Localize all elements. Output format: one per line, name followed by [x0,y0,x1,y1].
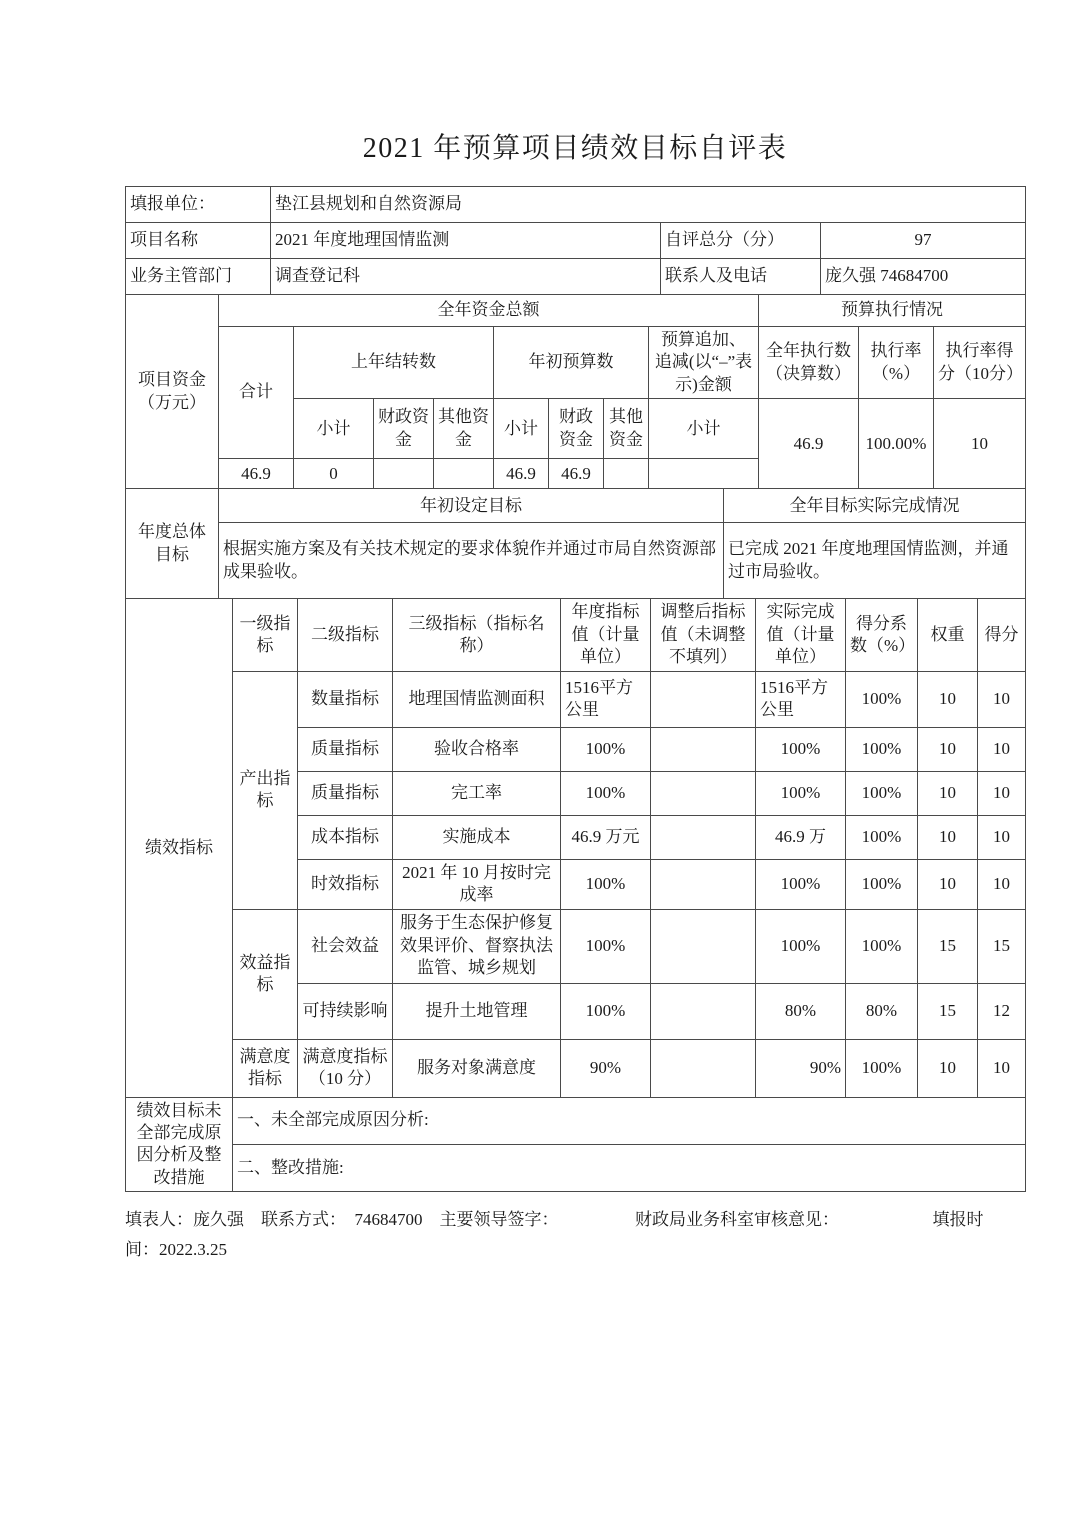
carryover-subtotal-label: 小计 [294,399,374,459]
project-name-value: 2021 年度地理国情监测 [271,223,661,259]
score-coefficient: 80% [846,983,918,1039]
actual-value: 100% [756,727,846,771]
header-adjusted-value: 调整后指标值（未调整不填列） [651,599,756,671]
performance-indicators-label: 绩效指标 [126,599,233,1097]
basic-info-table [125,186,1026,295]
annual-value: 100% [561,909,651,983]
header-score: 得分 [978,599,1026,671]
adjusted-value [651,727,756,771]
weight-value: 10 [918,771,978,815]
actual-value: 100% [756,859,846,909]
score-coefficient: 100% [846,815,918,859]
annual-value: 100% [561,727,651,771]
level1-satisfaction-indicator: 满意度指标 [233,1039,298,1097]
footer-line-1: 填表人：庞久强 联系方式： 74684700 主要领导签字： 财政局业务科室审核意见： 填报时 [125,1210,984,1230]
annual-value: 100% [561,771,651,815]
carryover-fiscal-label: 财政资金 [374,399,434,459]
self-score-label: 自评总分（分） [661,223,821,259]
document-title: 2021 年预算项目绩效目标自评表 [362,133,788,164]
dept-label: 业务主管部门 [126,259,271,295]
level3-indicator: 地理国情监测面积 [393,671,561,727]
weight-value: 15 [918,909,978,983]
level2-indicator: 质量指标 [298,771,393,815]
initial-fiscal-value: 46.9 [549,459,604,489]
performance-indicators-table [125,598,1026,1097]
header-level3-indicator: 三级指标（指标名称） [393,599,561,671]
reasons-label: 绩效目标未全部完成原因分析及整改措施 [126,1097,233,1192]
level3-indicator: 实施成本 [393,815,561,859]
contact-value: 庞久强 74684700 [821,259,1026,295]
header-annual-value: 年度指标值（计量单位） [561,599,651,671]
annual-value: 100% [561,983,651,1039]
indicator-row [126,909,1026,983]
self-score-value: 97 [821,223,1026,259]
annual-value: 90% [561,1039,651,1097]
actual-value: 90% [756,1039,846,1097]
exec-score-value: 10 [934,399,1026,489]
level2-indicator: 数量指标 [298,671,393,727]
level2-indicator: 满意度指标（10 分） [298,1039,393,1097]
contact-label: 联系人及电话 [661,259,821,295]
header-score-coefficient: 得分系数（%） [846,599,918,671]
weight-value: 15 [918,983,978,1039]
project-funds-table [125,294,1026,489]
annual-total-header: 全年资金总额 [219,295,759,327]
level2-indicator: 可持续影响 [298,983,393,1039]
indicator-row [126,1039,1026,1097]
indicator-row [126,671,1026,727]
level3-indicator: 完工率 [393,771,561,815]
score-value: 10 [978,1039,1026,1097]
project-funds-label: 项目资金（万元） [126,295,219,489]
exec-score-header: 执行率得分（10分） [934,327,1026,399]
weight-value: 10 [918,1039,978,1097]
actual-value: 80% [756,983,846,1039]
actual-goal-header: 全年目标实际完成情况 [724,489,1026,523]
level2-indicator: 成本指标 [298,815,393,859]
annual-goal-label: 年度总体目标 [126,489,219,599]
weight-value: 10 [918,815,978,859]
actual-value: 1516平方公里 [756,671,846,727]
level3-indicator: 服务于生态保护修复效果评价、督察执法监管、城乡规划 [393,909,561,983]
header-level2-indicator: 二级指标 [298,599,393,671]
score-coefficient: 100% [846,771,918,815]
annual-goal-table [125,488,1026,599]
level1-benefit-indicator: 效益指标 [233,909,298,1039]
carryover-other-label: 其他资金 [434,399,494,459]
score-value: 10 [978,859,1026,909]
score-coefficient: 100% [846,671,918,727]
score-coefficient: 100% [846,909,918,983]
weight-value: 10 [918,859,978,909]
exec-num-header: 全年执行数（决算数） [759,327,859,399]
footer-line-2: 间：2022.3.25 [125,1240,227,1259]
adjusted-value [651,983,756,1039]
adjustment-subtotal-label: 小计 [649,399,759,459]
carryover-subtotal-value: 0 [294,459,374,489]
carryover-header: 上年结转数 [294,327,494,399]
score-value: 10 [978,815,1026,859]
level2-indicator: 社会效益 [298,909,393,983]
adjusted-value [651,1039,756,1097]
header-weight: 权重 [918,599,978,671]
initial-budget-header: 年初预算数 [494,327,649,399]
carryover-other-value [434,459,494,489]
adjusted-value [651,771,756,815]
header-actual-value: 实际完成值（计量单位） [756,599,846,671]
reason-analysis-text: 一、未全部完成原因分析: [233,1097,1026,1144]
set-goal-header: 年初设定目标 [219,489,724,523]
annual-value: 46.9 万元 [561,815,651,859]
adjustment-header: 预算追加、追减(以“–”表示)金额 [649,327,759,399]
annual-value: 1516平方公里 [561,671,651,727]
level3-indicator: 2021 年 10 月按时完成率 [393,859,561,909]
level2-indicator: 时效指标 [298,859,393,909]
score-value: 15 [978,909,1026,983]
score-coefficient: 100% [846,727,918,771]
initial-other-value [604,459,649,489]
initial-fiscal-label: 财政资金 [549,399,604,459]
total-header: 合计 [219,327,294,459]
level3-indicator: 服务对象满意度 [393,1039,561,1097]
adjusted-value [651,815,756,859]
initial-subtotal-label: 小计 [494,399,549,459]
exec-rate-header: 执行率（%） [859,327,934,399]
carryover-fiscal-value [374,459,434,489]
score-value: 10 [978,671,1026,727]
exec-num-value: 46.9 [759,399,859,489]
actual-goal-text: 已完成 2021 年度地理国情监测，并通过市局验收。 [724,523,1026,599]
score-value: 12 [978,983,1026,1039]
level1-output-indicator: 产出指标 [233,671,298,909]
set-goal-text: 根据实施方案及有关技术规定的要求体貌作并通过市局自然资源部成果验收。 [219,523,724,599]
exec-rate-value: 100.00% [859,399,934,489]
score-coefficient: 100% [846,1039,918,1097]
adjusted-value [651,909,756,983]
score-coefficient: 100% [846,859,918,909]
weight-value: 10 [918,727,978,771]
total-value: 46.9 [219,459,294,489]
weight-value: 10 [918,671,978,727]
initial-subtotal-value: 46.9 [494,459,549,489]
adjustment-subtotal-value [649,459,759,489]
score-value: 10 [978,771,1026,815]
adjusted-value [651,859,756,909]
dept-value: 调查登记科 [271,259,661,295]
annual-value: 100% [561,859,651,909]
unit-value: 垫江县规划和自然资源局 [271,187,1026,223]
score-value: 10 [978,727,1026,771]
level2-indicator: 质量指标 [298,727,393,771]
footer [125,1205,1025,1265]
level3-indicator: 提升土地管理 [393,983,561,1039]
actual-value: 100% [756,909,846,983]
adjusted-value [651,671,756,727]
initial-other-label: 其他资金 [604,399,649,459]
unit-label: 填报单位： [126,187,271,223]
actual-value: 100% [756,771,846,815]
level3-indicator: 验收合格率 [393,727,561,771]
header-level1-indicator: 一级指标 [233,599,298,671]
project-name-label: 项目名称 [126,223,271,259]
reasons-table [125,1097,1026,1193]
actual-value: 46.9 万 [756,815,846,859]
rectification-text: 二、整改措施: [233,1144,1026,1191]
budget-execution-header: 预算执行情况 [759,295,1026,327]
